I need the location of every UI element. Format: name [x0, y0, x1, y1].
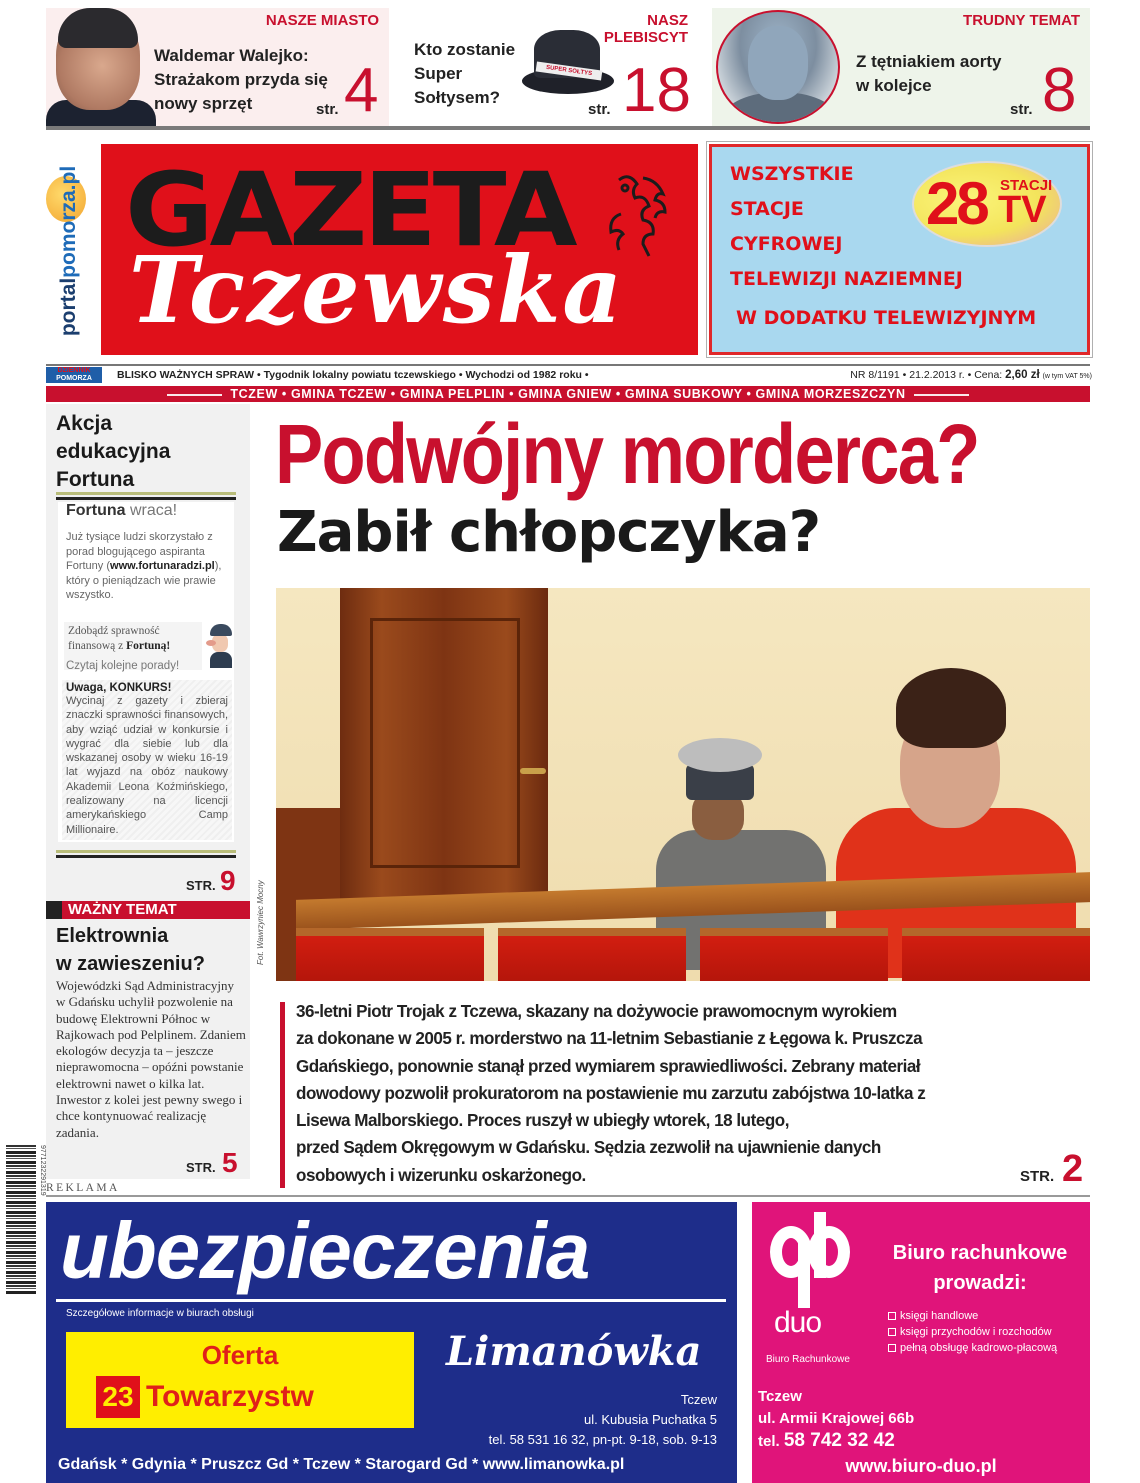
- page-number[interactable]: 9: [220, 865, 236, 896]
- fortuna-title[interactable]: Akcja edukacyjna Fortuna: [56, 412, 171, 491]
- teaser-page-number: 8: [1042, 56, 1077, 125]
- teaser-str-label: str.: [316, 101, 339, 118]
- ad-website: www.biuro-duo.pl: [845, 1456, 997, 1476]
- checkbox-icon: [888, 1344, 896, 1352]
- checkbox-icon: [888, 1328, 896, 1336]
- offer-box: Oferta 23 Towarzystw: [66, 1332, 414, 1428]
- divider: [56, 497, 236, 500]
- teaser-headline: Z tętniakiem aorty w kolejce: [856, 52, 1002, 95]
- main-subheadline[interactable]: Zabił chłopczyka?: [277, 500, 821, 565]
- fortuna-quote: Zdobądź sprawność finansową z Fortuną!: [64, 622, 202, 670]
- main-headline[interactable]: Podwójny morderca?: [275, 407, 979, 501]
- left-sidebar: [46, 404, 250, 1179]
- tv-promo-line: STACJE: [730, 198, 804, 220]
- teaser-headline: Waldemar Walejko: Strażakom przyda się nowy sprzęt: [154, 46, 328, 113]
- teaser-nasz-plebiscyt[interactable]: [404, 8, 696, 126]
- teaser-kicker: TRUDNY TEMAT: [963, 12, 1080, 29]
- fortuna-box-heading: Fortuna wraca!: [66, 502, 178, 519]
- service-item: księgi przychodów i rozchodów: [888, 1324, 1057, 1340]
- issue-info-bar: [117, 367, 1092, 383]
- accounting-ad[interactable]: duo Biuro Rachunkowe Biuro rachunkowe prowadzi: księgi handlowe księgi przychodów i rozchodów pełną obsługę kadrowo-płacową Tczew ul. Armii Krajowej 66b tel. 58 742 32 42 www.biuro-duo.pl: [752, 1202, 1090, 1483]
- defendant-figure: [836, 668, 1076, 968]
- masthead-title-gazeta: GAZETA: [125, 151, 574, 270]
- teaser-kicker: NASZ PLEBISCYT: [603, 12, 688, 46]
- portrait-photo: [46, 8, 156, 126]
- tv-stations-badge: 28 STACJI TV: [912, 161, 1062, 247]
- service-item: księgi handlowe: [888, 1308, 1057, 1324]
- lead-accent-bar: [280, 1002, 285, 1188]
- tagline: BLISKO WAŻNYCH SPRAW • Tygodnik lokalny powiatu tczewskiego • Wychodzi od 1982 roku •: [117, 369, 589, 381]
- str-label: STR.: [186, 1160, 216, 1175]
- lead-paragraph: 36-letni Piotr Trojak z Tczewa, skazany na dożywocie prawomocnym wyrokiem za dokonane w 2005 r. morderstwo na 11-letnim Sebastianie z Łęgowa k. Pruszcza Gdańskiego, ponownie stanął przed wymiarem sprawiedliwości. Zebrany materiał dowodowy pozwolił prokuratorom na postawienie mu zarzutu zabójstwa 10-latka z Lisewa Malborskiego. Proces ruszył w ubiegły wtorek, 18 lutego, przed Sądem Okręgowym w Gdańsku. Sędzia zezwolił na ujawnienie danych osobowych i wizerunku oskarżonego.: [296, 1001, 926, 1185]
- qb-logo-icon: [770, 1212, 854, 1308]
- teaser-str-label: str.: [588, 101, 611, 118]
- services-list: [888, 1308, 1057, 1356]
- service-item: pełną obsługę kadrowo-płacową: [888, 1340, 1057, 1356]
- divider: [56, 492, 236, 495]
- page-number[interactable]: 5: [222, 1147, 238, 1178]
- teaser-page-number: 4: [344, 56, 379, 125]
- str-label: STR.: [1020, 1168, 1055, 1185]
- ad-contact: Tczew ul. Armii Krajowej 66b tel. 58 742 32 42: [758, 1388, 915, 1451]
- barcode: 9771232291319: [6, 1145, 36, 1295]
- oval-back-of-head-photo: [716, 10, 840, 124]
- teaser-page-number: 18: [622, 56, 691, 125]
- divider: [46, 126, 1090, 130]
- konkurs-body: Wycinaj z gazety i zbieraj znaczki sprawności finansowych, aby wziąć udział w konkursie i wygrać dla siebie lub dla wskazanej osoby w wieku 16-19 lat wyjazd na obóz naukowy Akademii Leona Koźmińskiego, realizowany na licencji amerykańskiego Camp Millionaire.: [66, 695, 228, 836]
- tv-promo-line: CYFROWEJ: [730, 233, 843, 255]
- tv-promo-bottom: W DODATKU TELEWIZYJNYM: [736, 307, 1037, 329]
- teaser-headline: Kto zostanie Super Sołtysem?: [414, 40, 516, 107]
- divider: [56, 855, 236, 858]
- divider: [46, 1195, 1090, 1197]
- griffin-emblem-icon: [599, 170, 675, 262]
- price: 2,60 zł: [1005, 369, 1040, 381]
- konkurs-heading: Uwaga, KONKURS!: [66, 682, 172, 694]
- masthead-title-tczewska: Tczewska: [129, 236, 625, 344]
- fortuna-url-link[interactable]: www.fortunaradzi.pl: [110, 560, 215, 572]
- fortuna-read-more: Czytaj kolejne porady!: [66, 660, 180, 672]
- region-bar: TCZEW • GMINA TCZEW • GMINA PELPLIN • GMINA GNIEW • GMINA SUBKOWY • GMINA MORZESZCZYN: [46, 386, 1090, 402]
- checkbox-icon: [888, 1312, 896, 1320]
- ad-address: Tczew ul. Kubusia Puchatka 5 tel. 58 531 16 32, pn-pt. 9-18, sob. 9-13: [488, 1392, 717, 1447]
- fortuna-box-body: Już tysiące ludzi skorzystało z porad blogującego aspiranta Fortuny (www.fortunaradzi.pl), który o pieniądzach wie prawie wszystko.: [66, 531, 222, 601]
- ad-headline: ubezpieczenia: [60, 1206, 590, 1295]
- page-number[interactable]: 2: [1062, 1148, 1084, 1190]
- ad-headline: Biuro rachunkowe prowadzi:: [892, 1242, 1068, 1294]
- insurance-ad[interactable]: ubezpieczenia Szczegółowe informacje w biurach obsługi Oferta 23 Towarzystw Limanówka Tczew ul. Kubusia Puchatka 5 tel. 58 531 16 32, pn-pt. 9-18, sob. 9-13 Gdańsk * Gdynia * Pruszcz Gd * Tczew * Starogard Gd * www.limanowka.pl: [46, 1202, 737, 1483]
- teaser-kicker: NASZE MIASTO: [265, 12, 379, 29]
- elektrownia-title[interactable]: Elektrownia w zawieszeniu?: [56, 925, 205, 975]
- tv-promo-line: TELEWIZJI NAZIEMNEJ: [730, 268, 963, 290]
- elektrownia-body: Wojewódzki Sąd Administracyjny w Gdańsku uchylił pozwolenie na budowę Elektrowni Północ w Rajkowach pod Pelplinem. Zdaniem ekologów decyzja ta – jeszcze nieprawomocna – opóźni powstanie elektrowni nawet o kilka lat. Inwestor z kolei jest pewny swego i chce kontynuować realizację zadania.: [56, 978, 246, 1140]
- tv-supplement-promo[interactable]: [709, 144, 1090, 355]
- photo-credit: Fot. Wawrzyniec Mocny: [256, 880, 265, 965]
- str-label: STR.: [186, 878, 216, 893]
- teaser-str-label: str.: [1010, 101, 1033, 118]
- limanowka-logo: Limanówka: [446, 1328, 702, 1375]
- mascot-icon: [204, 622, 234, 668]
- teaser-nasze-miasto[interactable]: [46, 8, 389, 126]
- courtroom-photo: [276, 588, 1090, 981]
- issue-details: NR 8/1191 • 21.2.2013 r. • Cena: 2,60 zł (w tym VAT 5%): [850, 369, 1092, 381]
- konkurs-box: [62, 680, 232, 840]
- hat-photo: SUPER SOŁTYS: [522, 30, 614, 100]
- portal-pomorza-logo[interactable]: portalpomorza.pl: [44, 146, 94, 356]
- tv-promo-line: WSZYSTKIE: [730, 163, 854, 185]
- divider: [46, 364, 1090, 366]
- masthead-logo[interactable]: [101, 144, 698, 355]
- dziennik-pomorza-logo[interactable]: DZIENNIK POMORZA: [46, 367, 102, 383]
- ad-cities: Gdańsk * Gdynia * Pruszcz Gd * Tczew * Starogard Gd * www.limanowka.pl: [58, 1456, 625, 1473]
- reklama-label: REKLAMA: [46, 1182, 120, 1194]
- fortuna-box: [58, 502, 234, 842]
- divider: [56, 850, 236, 853]
- teaser-trudny-temat[interactable]: [712, 8, 1090, 126]
- wazny-temat-label: WAŻNY TEMAT: [46, 901, 250, 919]
